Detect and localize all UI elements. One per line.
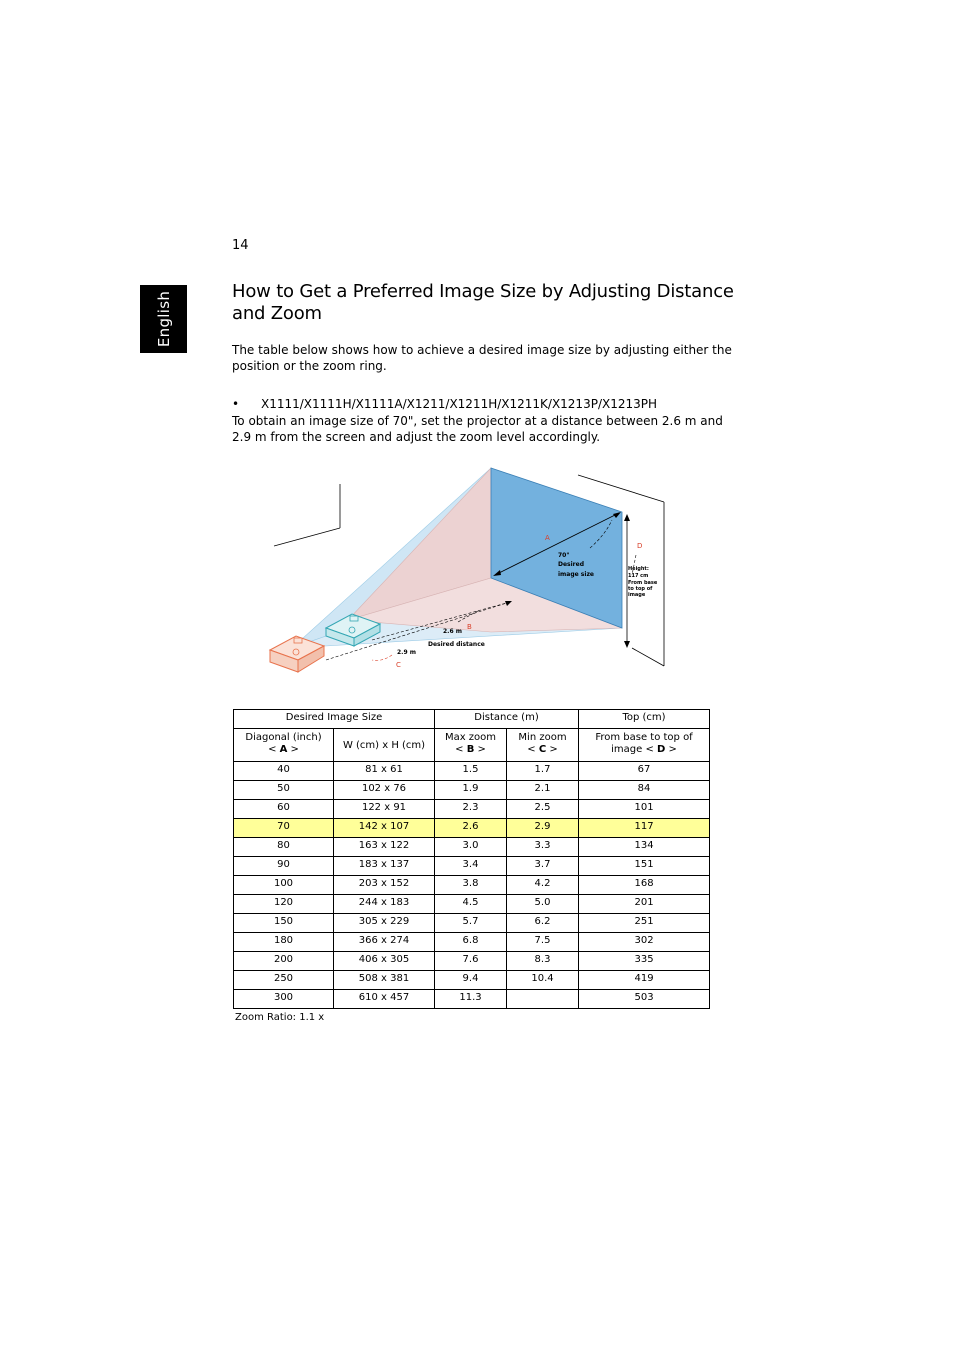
cell-min-zoom: 5.0 [507,895,579,914]
table-row [234,990,710,1009]
label-a: A [545,534,550,542]
header-distance: Distance (m) [435,710,579,729]
cell-size: 81 x 61 [334,762,435,781]
distance-label: Desired distance [428,641,485,648]
label-leader [632,555,636,575]
image-size-label: 70" [558,552,570,559]
near-distance-label: 2.6 m [443,628,462,635]
cell-diagonal: 50 [234,781,334,800]
model-list-item [232,396,657,412]
cell-top: 335 [579,952,710,971]
cell-min-zoom: 7.5 [507,933,579,952]
cell-top: 84 [579,781,710,800]
cell-min-zoom: 3.3 [507,838,579,857]
table-row [234,933,710,952]
arrow-head [624,641,630,648]
cell-min-zoom: 6.2 [507,914,579,933]
cell-diagonal: 80 [234,838,334,857]
cell-size: 366 x 274 [334,933,435,952]
table-row [234,762,710,781]
cell-min-zoom: 8.3 [507,952,579,971]
cell-top: 168 [579,876,710,895]
table-row-highlighted [234,819,710,838]
cell-diagonal: 150 [234,914,334,933]
header-diagonal: Diagonal (inch) < A > [234,729,334,762]
cell-max-zoom: 2.3 [435,800,507,819]
cell-min-zoom [507,990,579,1009]
cell-max-zoom: 3.4 [435,857,507,876]
cell-max-zoom: 11.3 [435,990,507,1009]
cell-top: 503 [579,990,710,1009]
header-image-size: Desired Image Size [234,710,435,729]
label-leader [372,655,392,660]
cell-min-zoom: 3.7 [507,857,579,876]
cell-size: 142 x 107 [334,819,435,838]
cell-min-zoom: 2.1 [507,781,579,800]
cell-diagonal: 100 [234,876,334,895]
cell-max-zoom: 1.9 [435,781,507,800]
cell-top: 201 [579,895,710,914]
table-row [234,857,710,876]
cell-size: 406 x 305 [334,952,435,971]
cell-top: 67 [579,762,710,781]
cell-diagonal: 40 [234,762,334,781]
table-group-header-row [234,710,710,729]
arrow-head [624,514,630,521]
intro-paragraph: The table below shows how to achieve a desired image size by adjusting either the position or the zoom ring. [232,343,732,373]
cell-min-zoom: 2.9 [507,819,579,838]
cell-diagonal: 70 [234,819,334,838]
height-label: From base [628,580,658,586]
table-row [234,781,710,800]
table-row [234,838,710,857]
cell-top: 134 [579,838,710,857]
cell-max-zoom: 6.8 [435,933,507,952]
cell-size: 102 x 76 [334,781,435,800]
label-d: D [637,542,643,550]
image-size-label: Desired [558,561,585,568]
image-size-label: image size [558,571,594,578]
room-floor-line [632,648,664,666]
bullet: • [232,397,240,411]
cell-top: 151 [579,857,710,876]
cell-diagonal: 90 [234,857,334,876]
table-row [234,800,710,819]
cell-max-zoom: 4.5 [435,895,507,914]
header-max-zoom: Max zoom < B > [435,729,507,762]
cell-diagonal: 250 [234,971,334,990]
cell-max-zoom: 1.5 [435,762,507,781]
table-row [234,895,710,914]
cell-max-zoom: 3.0 [435,838,507,857]
cell-diagonal: 60 [234,800,334,819]
cell-max-zoom: 5.7 [435,914,507,933]
header-top: Top (cm) [579,710,710,729]
cell-top: 419 [579,971,710,990]
cell-diagonal: 120 [234,895,334,914]
cell-top: 117 [579,819,710,838]
language-tab-label: English [154,290,173,348]
label-c: C [396,661,401,669]
projection-diagram [262,462,672,680]
header-min-zoom: Min zoom < C > [507,729,579,762]
label-b: B [467,623,472,631]
cell-min-zoom: 2.5 [507,800,579,819]
cell-top: 251 [579,914,710,933]
height-label: image [628,592,646,598]
cell-top: 302 [579,933,710,952]
room-wall-line [578,475,664,502]
model-list: X1111/X1111H/X1111A/X1211/X1211H/X1211K/X1213P/X1213PH [261,397,657,411]
cell-size: 610 x 457 [334,990,435,1009]
cell-min-zoom: 10.4 [507,971,579,990]
cell-size: 163 x 122 [334,838,435,857]
far-distance-label: 2.9 m [397,649,416,656]
cell-size: 203 x 152 [334,876,435,895]
cell-min-zoom: 1.7 [507,762,579,781]
cell-diagonal: 200 [234,952,334,971]
cell-max-zoom: 2.6 [435,819,507,838]
cell-diagonal: 300 [234,990,334,1009]
height-label: 117 cm [628,573,649,579]
page-title: How to Get a Preferred Image Size by Adjusting Distance and Zoom [232,281,734,324]
height-label: to top of [628,586,653,592]
header-width-height: W (cm) x H (cm) [334,729,435,762]
image-size-table [233,709,710,1009]
zoom-ratio-note: Zoom Ratio: 1.1 x [235,1012,325,1023]
height-label: Height: [628,566,649,572]
cell-size: 183 x 137 [334,857,435,876]
cell-max-zoom: 9.4 [435,971,507,990]
cell-size: 508 x 381 [334,971,435,990]
table-row [234,952,710,971]
cell-size: 244 x 183 [334,895,435,914]
language-tab [140,285,187,353]
table-row [234,971,710,990]
cell-max-zoom: 3.8 [435,876,507,895]
cell-size: 305 x 229 [334,914,435,933]
header-top-height: From base to top of image < D > [579,729,710,762]
page-number: 14 [232,238,249,253]
instruction-paragraph: To obtain an image size of 70", set the projector at a distance between 2.6 m and 2.9 m from the screen and adjust the zoom level accordingly. [232,414,723,444]
cell-top: 101 [579,800,710,819]
cell-min-zoom: 4.2 [507,876,579,895]
table-sub-header-row [234,729,710,762]
room-floor-line [274,528,340,546]
cell-diagonal: 180 [234,933,334,952]
cell-max-zoom: 7.6 [435,952,507,971]
cell-size: 122 x 91 [334,800,435,819]
table-row [234,914,710,933]
table-row [234,876,710,895]
